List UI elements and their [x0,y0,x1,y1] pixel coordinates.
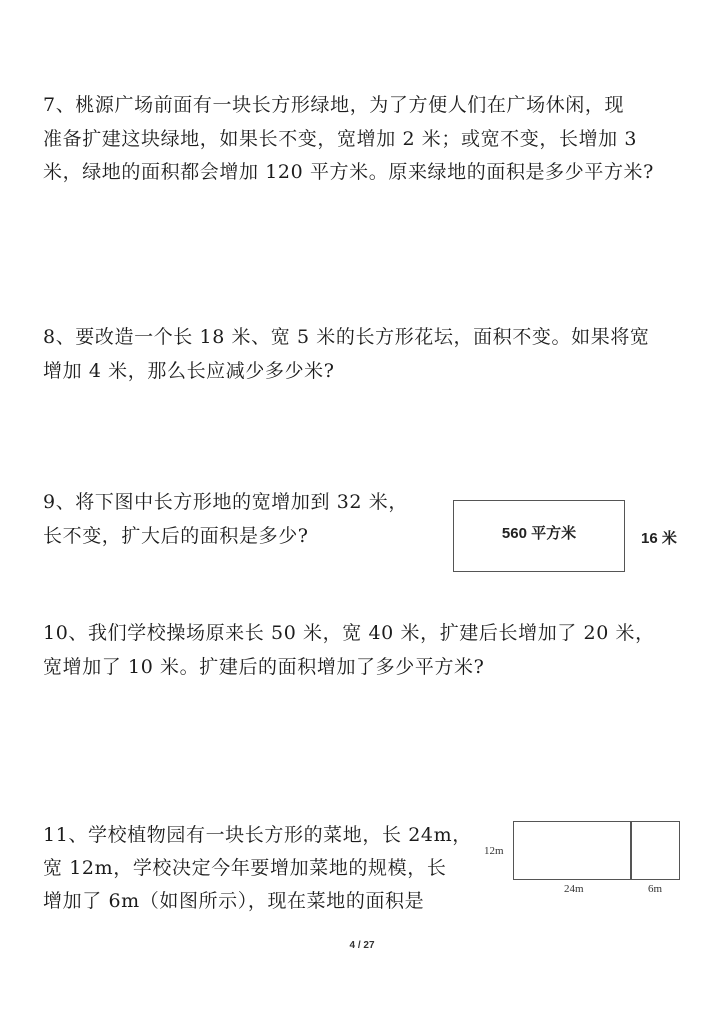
question-8-line-2: 增加 4 米，那么长应减少多少米? [43,360,335,382]
question-11-figure [480,815,690,905]
question-11-width-label-added: 6m [648,883,663,895]
question-10-line-1: 10、我们学校操场原来长 50 米，宽 40 米，扩建后长增加了 20 米， [43,622,655,644]
question-8-line-1: 8、要改造一个长 18 米、宽 5 米的长方形花坛，面积不变。如果将宽 [43,326,650,348]
question-11-divider-line [630,822,632,879]
question-9-side-label: 16 米 [641,530,677,547]
question-11-line-3: 增加了 6m（如图所示），现在菜地的面积是 [43,890,425,912]
question-11-rectangle [513,821,680,880]
question-11-line-1: 11、学校植物园有一块长方形的菜地，长 24m， [43,824,472,846]
question-9-line-1: 9、将下图中长方形地的宽增加到 32 米， [43,491,408,513]
question-9-rectangle-figure [453,500,625,572]
question-9-area-label: 560 平方米 [501,525,577,542]
page-number: 4 / 27 [349,940,375,951]
question-9-line-2: 长不变，扩大后的面积是多少? [43,525,309,547]
question-11-height-label: 12m [484,845,504,857]
question-10-line-2: 宽增加了 10 米。扩建后的面积增加了多少平方米? [43,656,485,678]
question-11-width-label-original: 24m [564,883,584,895]
question-7-line-1: 7、桃源广场前面有一块长方形绿地，为了方便人们在广场休闲，现 [43,94,625,116]
question-11-line-2: 宽 12m，学校决定今年要增加菜地的规模，长 [43,857,447,879]
question-7-line-3: 米，绿地的面积都会增加 120 平方米。原来绿地的面积是多少平方米? [43,161,654,183]
question-7-line-2: 准备扩建这块绿地，如果长不变，宽增加 2 米；或宽不变，长增加 3 [43,128,638,150]
